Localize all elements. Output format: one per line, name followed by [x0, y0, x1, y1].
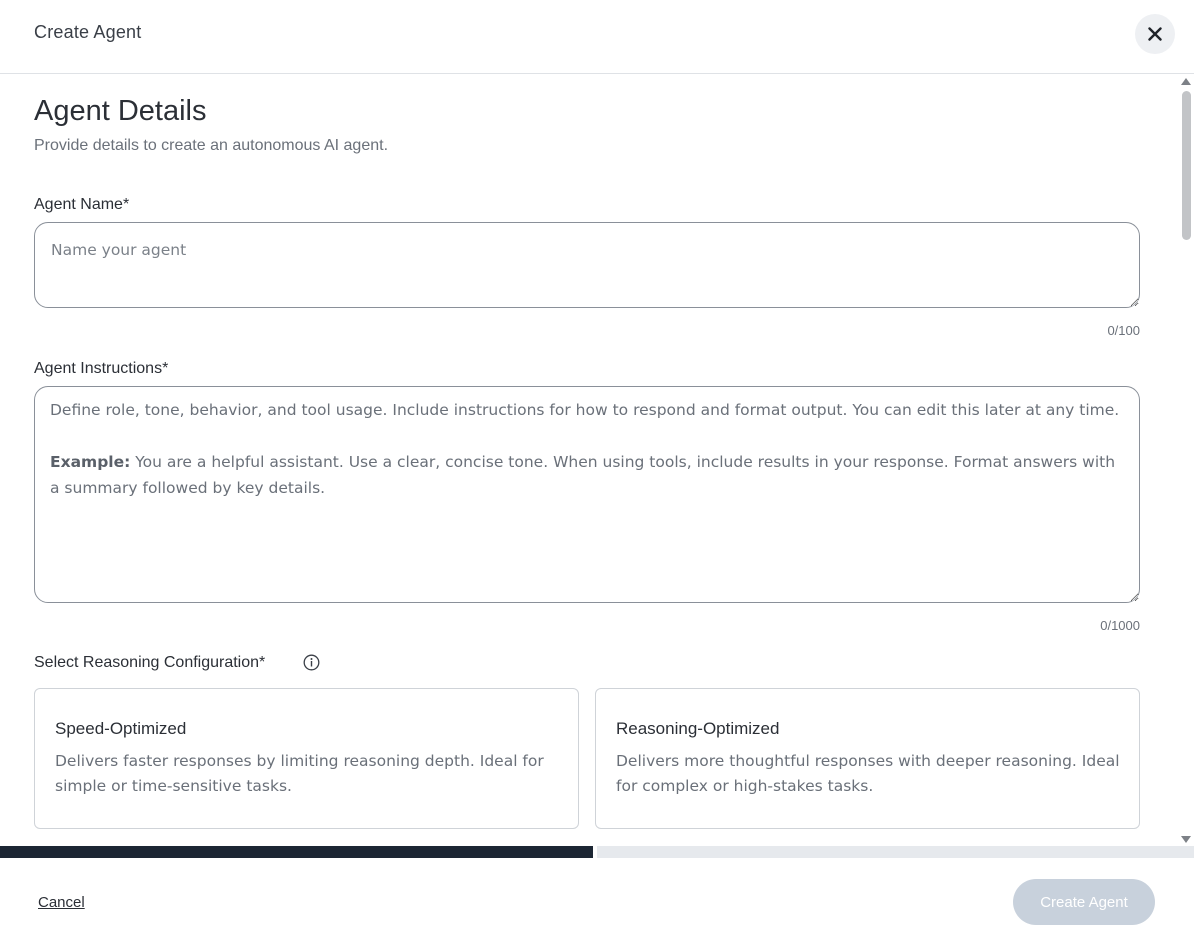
agent-instructions-input[interactable] [34, 386, 1140, 603]
option-description: Delivers faster responses by limiting reasoning depth. Ideal for simple or time-sensitive tasks. [55, 752, 544, 795]
create-agent-button[interactable]: Create Agent [1013, 879, 1155, 925]
agent-instructions-counter: 0/1000 [1100, 618, 1140, 633]
option-title: Speed-Optimized [55, 719, 187, 738]
scroll-up-arrow-icon[interactable] [1181, 78, 1191, 85]
modal-title: Create Agent [34, 22, 142, 42]
progress-fill [0, 846, 597, 858]
close-button[interactable] [1135, 14, 1175, 54]
modal-footer [0, 858, 1194, 942]
scrollbar-thumb[interactable] [1182, 91, 1191, 240]
section-title: Agent Details [34, 95, 207, 127]
agent-instructions-label: Agent Instructions* [34, 360, 169, 377]
option-description: Delivers more thoughtful responses with deeper reasoning. Ideal for complex or high-stakes tasks. [616, 752, 1120, 795]
progress-bar [0, 846, 1194, 858]
section-subtitle: Provide details to create an autonomous AI agent. [34, 137, 389, 154]
scroll-down-arrow-icon[interactable] [1181, 836, 1191, 843]
modal-header [0, 0, 1194, 74]
reasoning-config-label: Select Reasoning Configuration* [34, 654, 266, 671]
agent-name-counter: 0/100 [1107, 323, 1140, 338]
info-circle-icon[interactable] [303, 654, 320, 671]
speed-optimized-option[interactable] [34, 688, 579, 829]
option-title: Reasoning-Optimized [616, 719, 780, 738]
example-label: Example: [50, 453, 131, 471]
agent-name-label: Agent Name* [34, 196, 130, 213]
vertical-scrollbar[interactable] [1177, 75, 1194, 846]
cancel-button[interactable]: Cancel [38, 894, 85, 911]
close-icon [1148, 27, 1162, 41]
agent-name-input[interactable] [34, 222, 1140, 308]
instructions-placeholder-line: Define role, tone, behavior, and tool usage. Include instructions for how to respond and format output. You can edit this later at any time. [50, 401, 1120, 419]
example-text: You are a helpful assistant. Use a clear, concise tone. When using tools, include results in your response. Format answers with a summary followed by key details. [50, 453, 1116, 497]
reasoning-optimized-option[interactable] [595, 688, 1140, 829]
modal-body [0, 75, 1194, 846]
